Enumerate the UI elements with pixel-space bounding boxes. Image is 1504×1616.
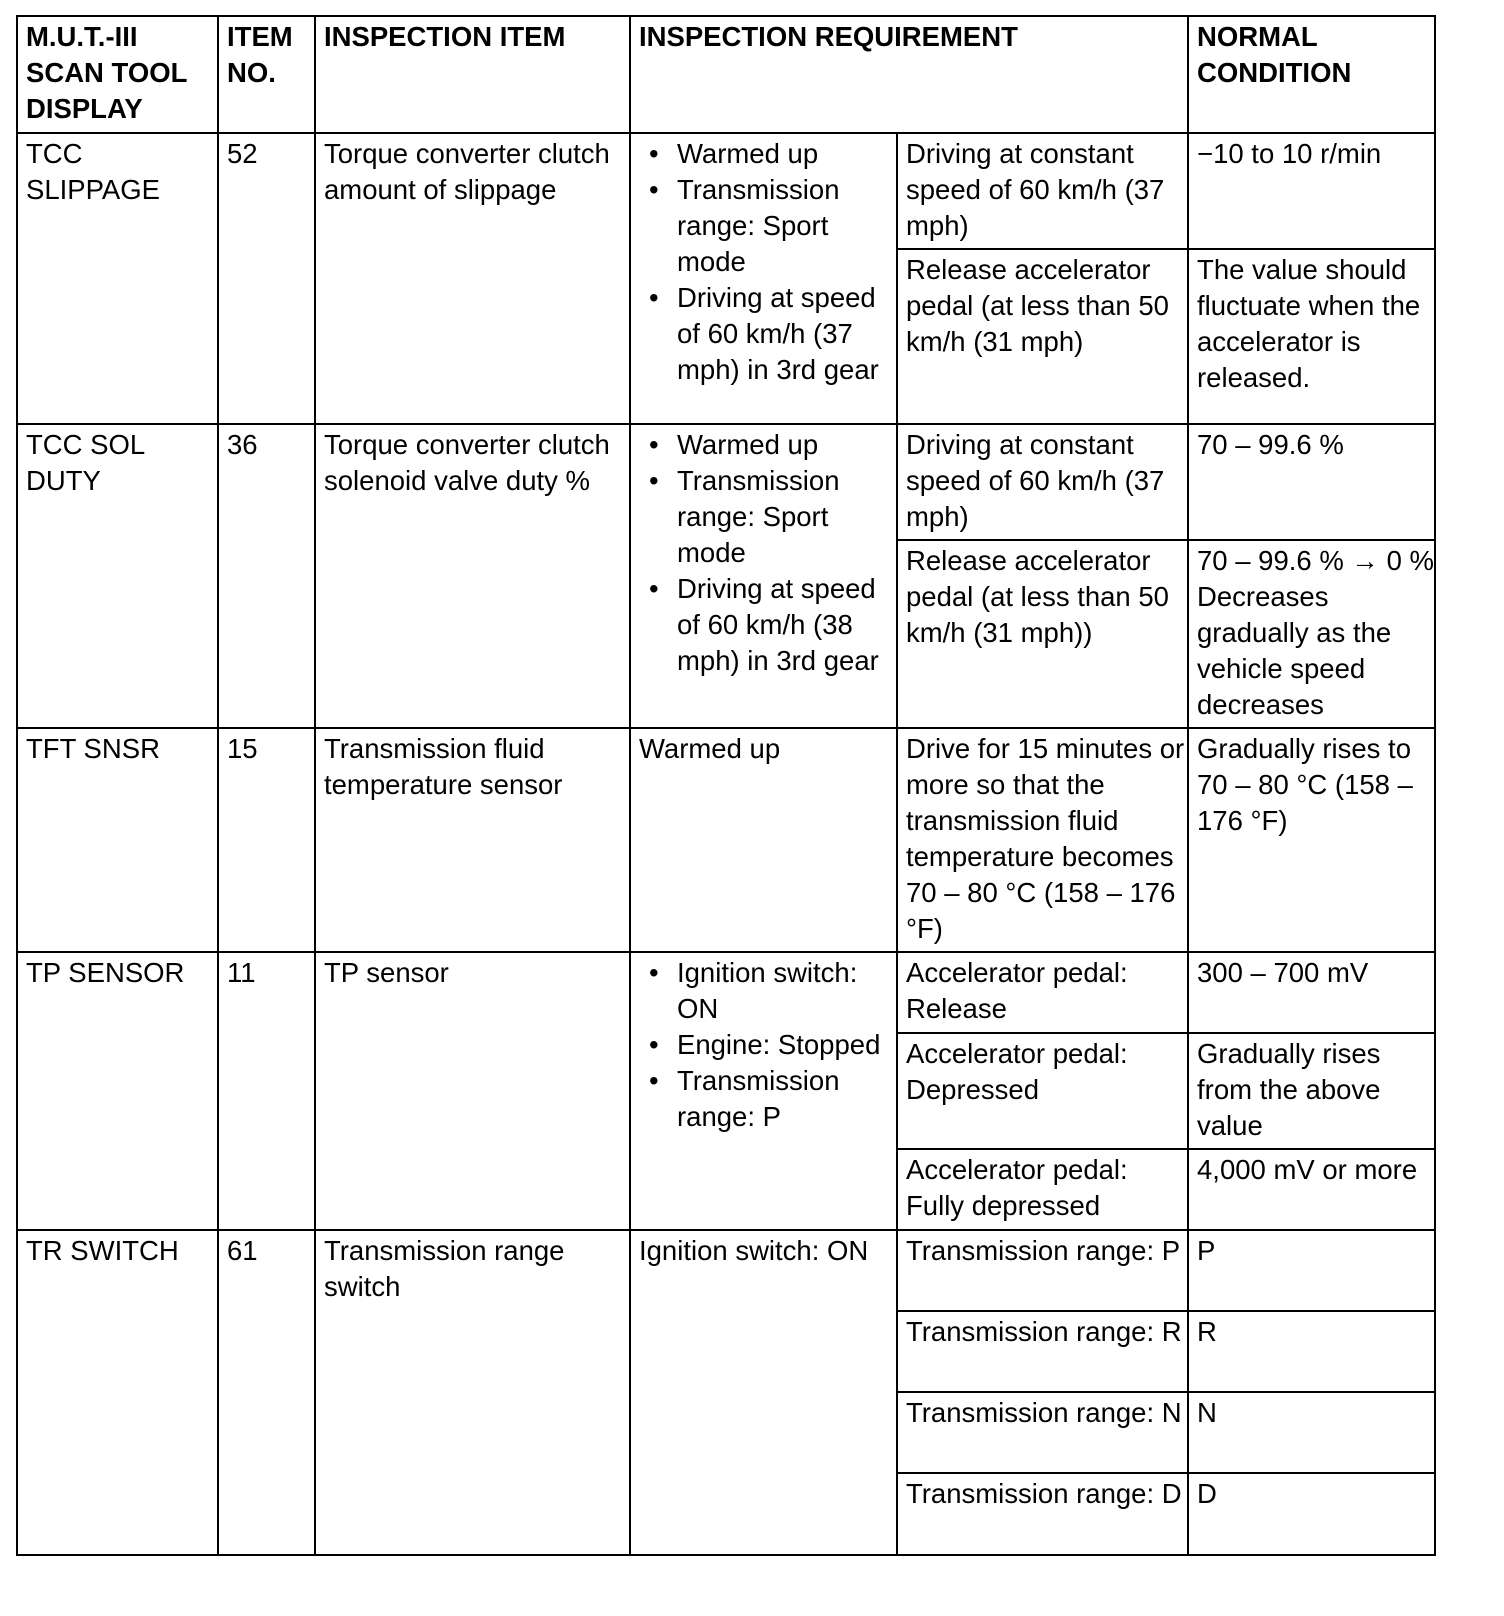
condition-requirement-cell: Drive for 15 minutes or more so that the transmission fluid temperature becomes 70 – 80 °C (158 – 176 °F) bbox=[897, 728, 1188, 952]
table-row bbox=[17, 1230, 1435, 1311]
item-no-cell: 15 bbox=[218, 728, 315, 952]
requirement-item: • Ignition switch: ON bbox=[639, 955, 896, 1027]
condition-requirement-cell: Accelerator pedal: Depressed bbox=[897, 1033, 1188, 1149]
inspection-item-cell: Transmission fluid temperature sensor bbox=[315, 728, 630, 952]
inspection-item-cell: Torque converter clutch solenoid valve duty % bbox=[315, 424, 630, 728]
normal-condition-cell: Gradually rises to 70 – 80 °C (158 – 176 °F) bbox=[1188, 728, 1435, 952]
display-cell: TCC SOL DUTY bbox=[17, 424, 218, 728]
normal-condition-cell: 70 – 99.6 % → 0 % Decreases gradually as the vehicle speed decreases bbox=[1188, 540, 1435, 728]
condition-requirement-cell: Accelerator pedal: Release bbox=[897, 952, 1188, 1033]
requirement-list bbox=[639, 955, 896, 1135]
condition-requirement-cell: Release accelerator pedal (at less than 50 km/h (31 mph)) bbox=[897, 540, 1188, 728]
condition-requirement-cell: Transmission range: P bbox=[897, 1230, 1188, 1311]
requirement-item: • Transmission range: P bbox=[639, 1063, 896, 1135]
normal-condition-cell: N bbox=[1188, 1392, 1435, 1473]
normal-condition-cell: D bbox=[1188, 1473, 1435, 1555]
condition-requirement-cell: Driving at constant speed of 60 km/h (37 mph) bbox=[897, 133, 1188, 249]
condition-requirement-cell: Transmission range: D bbox=[897, 1473, 1188, 1555]
requirement-list-cell bbox=[630, 952, 897, 1230]
item-no-cell: 61 bbox=[218, 1230, 315, 1555]
requirement-text-cell: Ignition switch: ON bbox=[630, 1230, 897, 1555]
condition-requirement-cell: Transmission range: R bbox=[897, 1311, 1188, 1392]
requirement-item: • Transmission range: Sport mode bbox=[639, 463, 896, 571]
header-normal-condition: NORMAL CONDITION bbox=[1188, 16, 1435, 133]
normal-condition-cell: −10 to 10 r/min bbox=[1188, 133, 1435, 249]
requirement-item: • Warmed up bbox=[639, 136, 896, 172]
table-row bbox=[17, 952, 1435, 1033]
condition-requirement-cell: Accelerator pedal: Fully depressed bbox=[897, 1149, 1188, 1230]
display-cell: TCC SLIPPAGE bbox=[17, 133, 218, 424]
normal-condition-cell: Gradually rises from the above value bbox=[1188, 1033, 1435, 1149]
inspection-table bbox=[16, 15, 1436, 1556]
inspection-item-cell: TP sensor bbox=[315, 952, 630, 1230]
item-no-cell: 52 bbox=[218, 133, 315, 424]
inspection-item-cell: Torque converter clutch amount of slippage bbox=[315, 133, 630, 424]
header-row bbox=[17, 16, 1435, 133]
requirement-list bbox=[639, 136, 896, 388]
condition-requirement-cell: Driving at constant speed of 60 km/h (37 mph) bbox=[897, 424, 1188, 540]
inspection-item-cell: Transmission range switch bbox=[315, 1230, 630, 1555]
requirement-list-cell bbox=[630, 133, 897, 424]
normal-condition-cell: 70 – 99.6 % bbox=[1188, 424, 1435, 540]
requirement-list bbox=[639, 427, 896, 679]
requirement-item: • Driving at speed of 60 km/h (38 mph) in 3rd gear bbox=[639, 571, 896, 679]
normal-condition-cell: The value should fluctuate when the accelerator is released. bbox=[1188, 249, 1435, 424]
requirement-item: • Warmed up bbox=[639, 427, 896, 463]
condition-requirement-cell: Transmission range: N bbox=[897, 1392, 1188, 1473]
display-cell: TFT SNSR bbox=[17, 728, 218, 952]
normal-condition-cell: P bbox=[1188, 1230, 1435, 1311]
normal-condition-cell: 300 – 700 mV bbox=[1188, 952, 1435, 1033]
requirement-text-cell: Warmed up bbox=[630, 728, 897, 952]
display-cell: TR SWITCH bbox=[17, 1230, 218, 1555]
requirement-item: • Transmission range: Sport mode bbox=[639, 172, 896, 280]
condition-requirement-cell: Release accelerator pedal (at less than 50 km/h (31 mph) bbox=[897, 249, 1188, 424]
requirement-item: • Engine: Stopped bbox=[639, 1027, 896, 1063]
table-row bbox=[17, 424, 1435, 540]
header-display: M.U.T.-III SCAN TOOL DISPLAY bbox=[17, 16, 218, 133]
table-row bbox=[17, 728, 1435, 952]
display-cell: TP SENSOR bbox=[17, 952, 218, 1230]
header-inspection-requirement: INSPECTION REQUIREMENT bbox=[630, 16, 1188, 133]
item-no-cell: 36 bbox=[218, 424, 315, 728]
header-inspection-item: INSPECTION ITEM bbox=[315, 16, 630, 133]
normal-condition-cell: 4,000 mV or more bbox=[1188, 1149, 1435, 1230]
header-item-no: ITEM NO. bbox=[218, 16, 315, 133]
requirement-item: • Driving at speed of 60 km/h (37 mph) in 3rd gear bbox=[639, 280, 896, 388]
item-no-cell: 11 bbox=[218, 952, 315, 1230]
normal-condition-cell: R bbox=[1188, 1311, 1435, 1392]
requirement-list-cell bbox=[630, 424, 897, 728]
table-row bbox=[17, 133, 1435, 249]
